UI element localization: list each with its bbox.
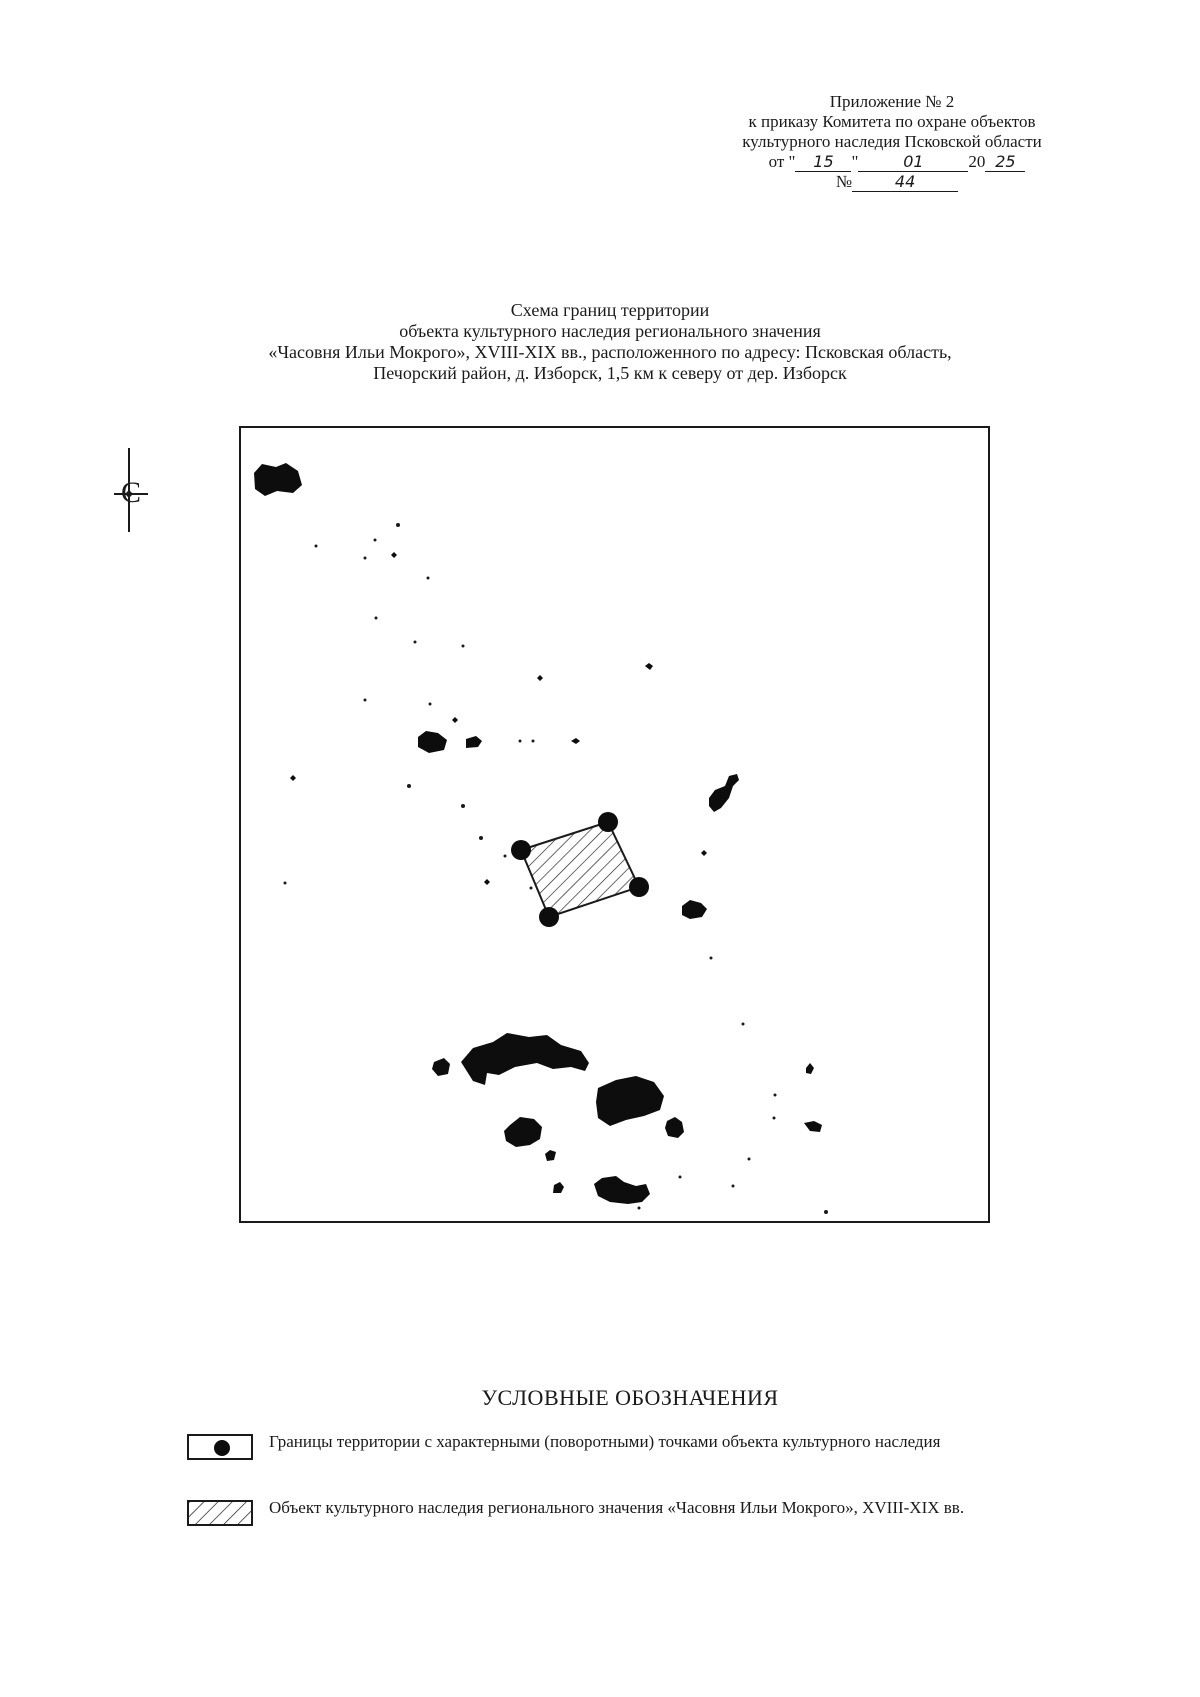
legend-text-heritage: Объект культурного наследия регионального значения «Часовня Ильи Мокрого», XVIII-XIX вв. [269,1498,965,1517]
north-letter: С [120,476,142,509]
legend-heading: УСЛОВНЫЕ ОБОЗНАЧЕНИЯ [481,1385,779,1410]
appendix-header [700,92,1084,192]
date-year-suffix: 25 [985,153,1025,172]
date-sep: " [851,152,859,171]
vegetation-patches [254,463,822,1204]
number-label: № [835,172,853,191]
appendix-number-row [700,172,1084,192]
date-day: 15 [795,153,851,172]
document-title [150,300,1070,384]
appendix-date-row [700,152,1084,172]
hatched-area-icon [187,1500,253,1526]
legend-text-boundary: Границы территории с характерными (поворотными) точками объекта культурного наследия [269,1432,941,1451]
title-line-4: Печорский район, д. Изборск, 1,5 км к северу от дер. Изборск [373,363,847,383]
appendix-line-3: культурного наследия Псковской области [742,132,1042,151]
title-line-2: объекта культурного наследия регионального значения [399,321,821,341]
boundary-point [511,840,531,860]
title-line-1: Схема границ территории [510,300,710,320]
date-prefix: от " [768,152,796,171]
date-year-prefix: 20 [968,152,986,171]
boundary-point [539,907,559,927]
north-arrow-icon [104,446,154,536]
date-month: 01 [858,153,968,172]
boundary-point [598,812,618,832]
legend-item-boundary [187,1434,1067,1460]
appendix-line-1: Приложение № 2 [829,92,955,111]
title-line-3: «Часовня Ильи Мокрого», XVIII-XIX вв., расположенного по адресу: Псковская область, [268,342,952,362]
legend-item-heritage [187,1500,1067,1526]
heritage-object-area [521,822,639,917]
map-frame [239,426,990,1223]
document-number: 44 [852,173,958,192]
map-canvas [241,428,988,1221]
boundary-point-icon [187,1434,253,1460]
boundary-point [629,877,649,897]
appendix-line-2: к приказу Комитета по охране объектов [748,112,1036,131]
